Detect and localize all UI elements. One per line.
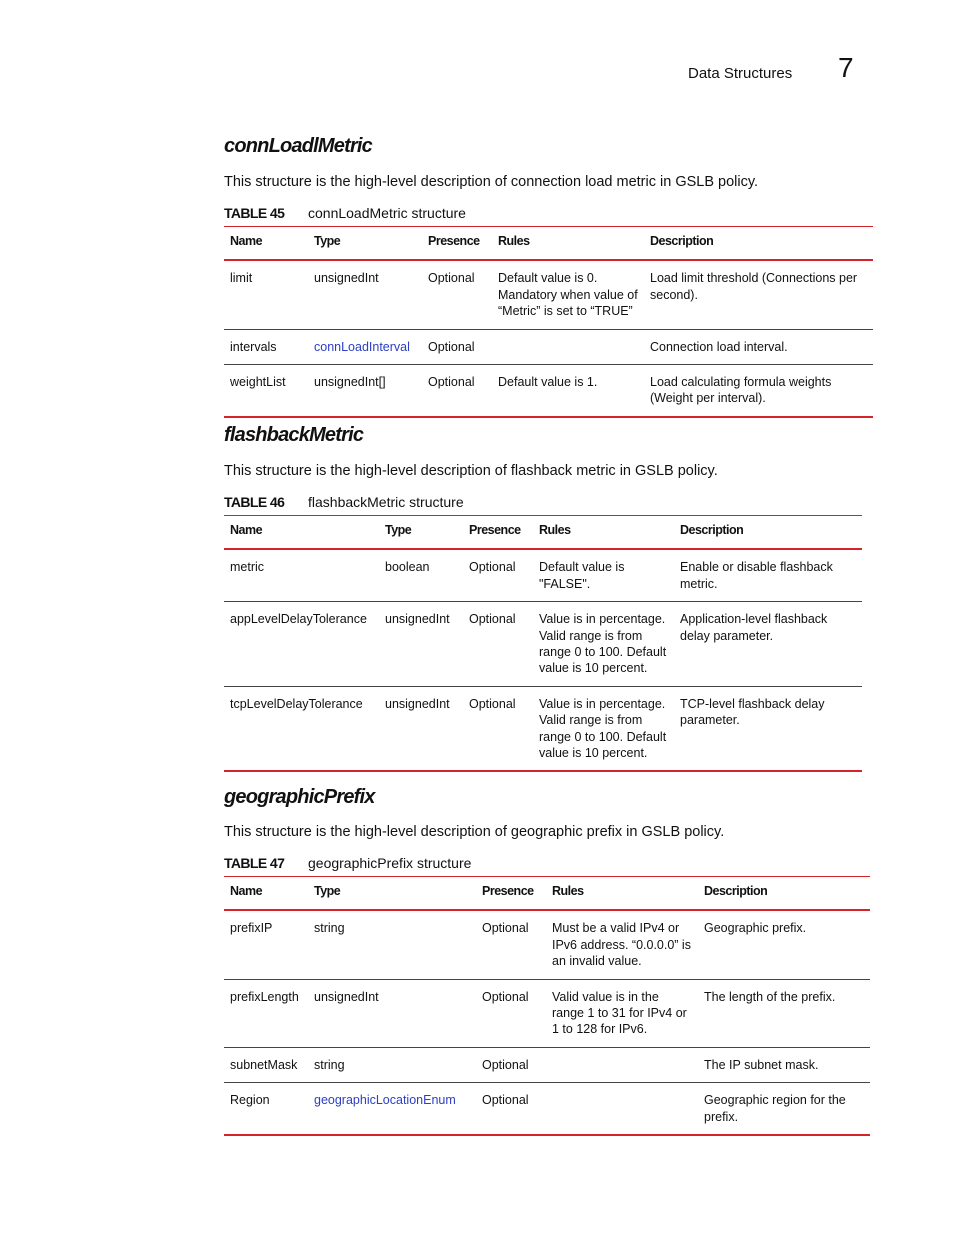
col-header-description: Description [698, 877, 870, 911]
cell-type: unsignedInt [308, 979, 476, 1047]
cell-presence: Optional [422, 365, 492, 417]
col-header-presence: Presence [476, 877, 546, 911]
geographicprefix-table [224, 876, 870, 1136]
table-label: TABLE 47 [224, 855, 285, 871]
type-link-connloadinterval[interactable]: connLoadInterval [314, 339, 410, 354]
cell-presence: Optional [463, 686, 533, 771]
cell-rules [492, 329, 644, 364]
cell-name: limit [224, 260, 308, 329]
table-row [224, 260, 873, 329]
cell-name: Region [224, 1083, 308, 1135]
table-caption-text: connLoadMetric structure [308, 205, 466, 221]
cell-description: The length of the prefix. [698, 979, 870, 1047]
cell-presence: Optional [476, 1047, 546, 1082]
col-header-type: Type [308, 227, 422, 261]
col-header-name: Name [224, 516, 379, 550]
table-row [224, 602, 862, 687]
table-row [224, 910, 870, 979]
cell-description: Geographic region for the prefix. [698, 1083, 870, 1135]
cell-rules: Default value is 1. [492, 365, 644, 417]
table-caption-text: flashbackMetric structure [308, 494, 464, 510]
col-header-description: Description [644, 227, 873, 261]
cell-description: Load calculating formula weights (Weight per interval). [644, 365, 873, 417]
table-caption [224, 205, 466, 221]
section-description: This structure is the high-level description of geographic prefix in GSLB policy. [224, 824, 725, 840]
cell-type: string [308, 910, 476, 979]
cell-type: string [308, 1047, 476, 1082]
type-link-geographiclocationenum[interactable]: geographicLocationEnum [314, 1093, 456, 1108]
header-section-title: Data Structures [688, 65, 793, 82]
col-header-presence: Presence [463, 516, 533, 550]
table-row [224, 329, 873, 364]
cell-description: Application-level flashback delay parameter. [674, 602, 862, 687]
cell-rules: Valid value is in the range 1 to 31 for IPv4 or 1 to 128 for IPv6. [546, 979, 698, 1047]
cell-presence: Optional [463, 602, 533, 687]
col-header-description: Description [674, 516, 862, 550]
cell-type: unsignedInt [379, 686, 463, 771]
cell-name: subnetMask [224, 1047, 308, 1082]
cell-type: unsignedInt[] [308, 365, 422, 417]
cell-rules: Default value is 0. Mandatory when value of “Metric” is set to “TRUE” [492, 260, 644, 329]
table-label: TABLE 46 [224, 494, 285, 510]
cell-type: unsignedInt [308, 260, 422, 329]
col-header-name: Name [224, 877, 308, 911]
cell-description: Enable or disable flashback metric. [674, 549, 862, 601]
table-label: TABLE 45 [224, 205, 285, 221]
cell-presence: Optional [476, 1083, 546, 1135]
cell-rules: Value is in percentage. Valid range is from range 0 to 100. Default value is 10 percent. [533, 686, 674, 771]
table-row [224, 549, 862, 601]
section-description: This structure is the high-level description of connection load metric in GSLB policy. [224, 174, 759, 190]
table-header-row [224, 877, 870, 911]
chapter-number: 7 [838, 52, 854, 83]
section-title: flashbackMetric [224, 424, 364, 446]
cell-name: intervals [224, 329, 308, 364]
cell-type: unsignedInt [379, 602, 463, 687]
cell-rules: Must be a valid IPv4 or IPv6 address. “0.0.0.0” is an invalid value. [546, 910, 698, 979]
table-caption [224, 855, 471, 871]
cell-name: prefixIP [224, 910, 308, 979]
cell-presence: Optional [463, 549, 533, 601]
cell-rules [546, 1083, 698, 1135]
cell-name: appLevelDelayTolerance [224, 602, 379, 687]
section-description: This structure is the high-level description of flashback metric in GSLB policy. [224, 463, 718, 479]
cell-description: The IP subnet mask. [698, 1047, 870, 1082]
section-title: geographicPrefix [224, 786, 375, 808]
table-row [224, 1047, 870, 1082]
table-row [224, 686, 862, 771]
col-header-type: Type [308, 877, 476, 911]
col-header-name: Name [224, 227, 308, 261]
table-caption [224, 494, 464, 510]
table-caption-text: geographicPrefix structure [308, 855, 472, 871]
cell-presence: Optional [476, 910, 546, 979]
section-connloadmetric [224, 134, 858, 406]
cell-name: metric [224, 549, 379, 601]
cell-name: prefixLength [224, 979, 308, 1047]
col-header-rules: Rules [492, 227, 644, 261]
cell-presence: Optional [476, 979, 546, 1047]
col-header-rules: Rules [546, 877, 698, 911]
cell-name: tcpLevelDelayTolerance [224, 686, 379, 771]
cell-rules: Value is in percentage. Valid range is from range 0 to 100. Default value is 10 percent. [533, 602, 674, 687]
cell-rules: Default value is "FALSE". [533, 549, 674, 601]
table-row [224, 365, 873, 417]
cell-presence: Optional [422, 329, 492, 364]
cell-description: Load limit threshold (Connections per second). [644, 260, 873, 329]
cell-description: Geographic prefix. [698, 910, 870, 979]
cell-description: Connection load interval. [644, 329, 873, 364]
flashbackmetric-table [224, 515, 862, 772]
section-flashbackmetric [224, 423, 833, 761]
cell-rules [546, 1047, 698, 1082]
table-row [224, 1083, 870, 1135]
section-title: connLoadlMetric [224, 135, 373, 157]
cell-name: weightList [224, 365, 308, 417]
cell-presence: Optional [422, 260, 492, 329]
cell-type: boolean [379, 549, 463, 601]
col-header-rules: Rules [533, 516, 674, 550]
col-header-presence: Presence [422, 227, 492, 261]
section-geographicprefix [224, 785, 846, 1124]
col-header-type: Type [379, 516, 463, 550]
table-row [224, 979, 870, 1047]
connloadmetric-table [224, 226, 873, 418]
table-header-row [224, 516, 862, 550]
cell-description: TCP-level flashback delay parameter. [674, 686, 862, 771]
table-header-row [224, 227, 873, 261]
